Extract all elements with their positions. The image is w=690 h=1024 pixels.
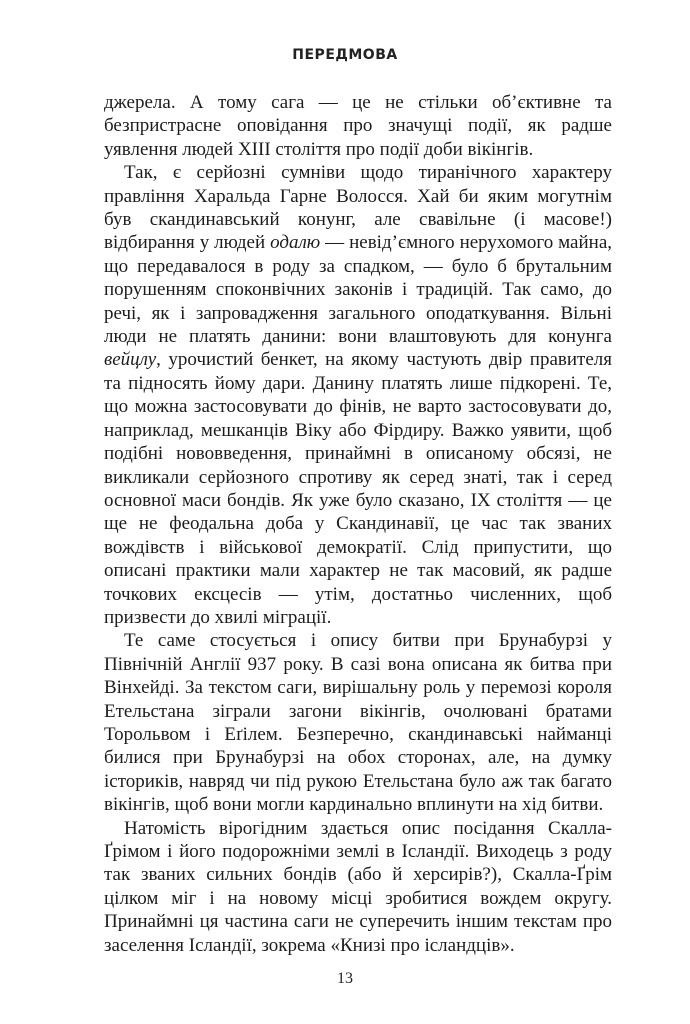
paragraph-text: — невід’ємного нерухомого майна, що передавалося в роду за спадком, — було б брутальним порушенням споконвічних законів і традицій. Так само, до речі, як і запровадження загального оподаткування. Вільні люди не платять данини: вони влаштовують для конунга — [104, 232, 613, 348]
paragraph-2 — [104, 161, 612, 629]
paragraph-text: Натомість вірогідним здається опис посідання Скалла-Ґрімом і його подорожніми землі в Ісландії. Виходець з роду так званих сильних бондів (або й херсирів?), Скалла-Ґрім цілком міг і на новому місці зробитися вождем округу. Принаймні ця частина саги не суперечить іншим текстам про заселення Ісландії, зокрема «Книзі про ісландців». — [104, 817, 612, 956]
paragraph-1 — [104, 91, 612, 161]
page-number: 13 — [337, 970, 353, 987]
paragraph-4 — [104, 817, 612, 957]
paragraph-3 — [104, 629, 612, 816]
body-text — [104, 91, 612, 957]
paragraph-text: джерела. А тому сага — це не стільки об’єктивне та безпристрасне оповідання про значущі події, як радше уявлення людей XIII століття про події доби вікінгів. — [104, 92, 612, 160]
paragraph-text: Те саме стосується і опису битви при Брунабурзі у Північній Англії 937 року. В сазі вона описана як битва при Вінхейді. За текстом саги, вирішальну роль у перемозі короля Етельстана зіграли загони вікінгів, очолювані братами Торольвом і Еґілем. Безперечно, скандинавські найманці билися при Брунабурзі на обох сторонах, але, на думку істориків, навряд чи під рукою Етельстана було аж так багато вікінгів, щоб вони могли кардинально вплинути на хід битви. — [104, 630, 612, 816]
italic-term-veitsla: вейцлу — [104, 349, 157, 371]
paragraph-text: Так, є серйозні сумніви щодо тиранічного характеру правління Харальда Гарне Волосся. Хай би яким могутнім був скандинавський конунг, але свавільне (і масове!) відбирання у людей — [104, 162, 612, 254]
italic-term-odal: одалю — [270, 232, 321, 254]
running-header: ПЕРЕДМОВА — [292, 47, 398, 63]
paragraph-text: , урочистий бенкет, на якому частують двір правителя та підносять йому дари. Данину платять лише підкорені. Те, що можна застосовувати до фінів, не варто застосовувати до, наприклад, мешканців Віку або Фірдиру. Важко уявити, щоб подібні нововведення, принаймні в описаному обсязі, не викликали серйозного спротиву як серед знаті, так і серед основної маси бондів. Як уже було сказано, IX століття — це ще не феодальна доба у Скандинавії, це час так званих вождівств і військової демократії. Слід припустити, що описані практики мали характер не так масовий, як радше точкових ексцесів — утім, достатньо численних, щоб призвести до хвилі міграції. — [104, 349, 612, 628]
